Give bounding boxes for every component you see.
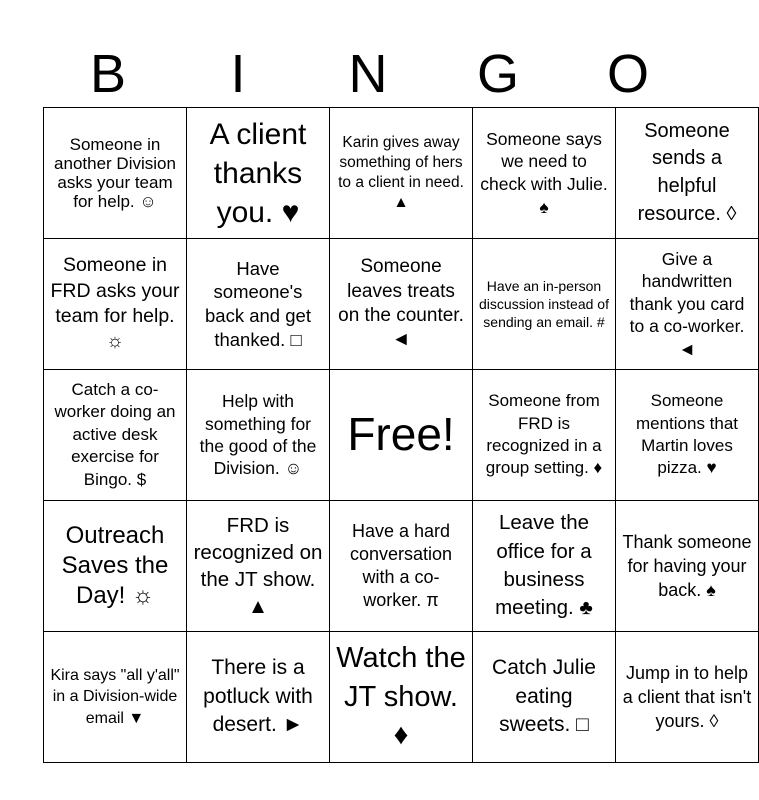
cell-text: Someone in FRD asks your team for help. ☼ — [50, 254, 180, 353]
cell-text: Catch Julie eating sweets. □ — [492, 655, 596, 737]
cell-text: There is a potluck with desert. ► — [203, 655, 313, 737]
bingo-cell[interactable] — [187, 632, 330, 763]
board-row — [44, 239, 759, 370]
cell-text: Help with something for the good of the Division. ☺ — [199, 391, 317, 479]
bingo-cell[interactable] — [473, 239, 616, 370]
board-row — [44, 632, 759, 763]
cell-text: Have a hard conversation with a co-worker. π — [349, 520, 453, 611]
cell-text: Someone says we need to check with Julie. ♠ — [480, 128, 608, 217]
cell-text: FRD is recognized on the JT show. ▲ — [193, 513, 323, 619]
board-row — [44, 108, 759, 239]
bingo-cell[interactable] — [44, 501, 187, 632]
bingo-cell[interactable] — [473, 632, 616, 763]
bingo-cell[interactable] — [187, 501, 330, 632]
bingo-cell[interactable] — [616, 370, 759, 501]
cell-text: Have an in-person discussion instead of sending an email. # — [479, 277, 609, 331]
bingo-cell[interactable] — [473, 108, 616, 239]
cell-text: Outreach Saves the Day! ☼ — [61, 522, 169, 609]
bingo-cell[interactable] — [330, 108, 473, 239]
cell-text: Free! — [347, 408, 455, 461]
cell-text: A client thanks you. ♥ — [209, 117, 307, 229]
bingo-cell[interactable] — [330, 239, 473, 370]
header-letter-g: G — [476, 44, 519, 104]
header-letter-n: N — [348, 44, 388, 104]
cell-text: Leave the office for a business meeting. ♣ — [495, 511, 593, 620]
cell-text: Someone from FRD is recognized in a group setting. ♦ — [485, 391, 603, 478]
bingo-header — [43, 42, 693, 106]
bingo-cell[interactable] — [44, 632, 187, 763]
header-letter-o: O — [606, 44, 649, 104]
bingo-cell[interactable] — [44, 239, 187, 370]
bingo-cell[interactable] — [330, 632, 473, 763]
bingo-cell[interactable] — [616, 239, 759, 370]
bingo-cell[interactable] — [187, 370, 330, 501]
cell-text: Kira says "all y'all" in a Division-wide email ▼ — [50, 666, 180, 727]
bingo-cell[interactable] — [187, 239, 330, 370]
bingo-cell[interactable] — [473, 370, 616, 501]
board-row — [44, 501, 759, 632]
cell-text: Catch a co-worker doing an active desk exercise for Bingo. $ — [54, 379, 176, 489]
bingo-cell[interactable] — [187, 108, 330, 239]
bingo-cell[interactable] — [44, 108, 187, 239]
cell-text: Someone leaves treats on the counter. ◄ — [338, 256, 464, 351]
cell-text: Have someone's back and get thanked. □ — [205, 257, 311, 350]
cell-text: Watch the JT show. ♦ — [336, 642, 466, 752]
bingo-cell[interactable] — [616, 501, 759, 632]
cell-text: Jump in to help a client that isn't yours. ◊ — [622, 662, 752, 732]
bingo-cell[interactable] — [616, 108, 759, 239]
cell-text: Karin gives away something of hers to a client in need. ▲ — [338, 133, 464, 212]
cell-text: Someone sends a helpful resource. ◊ — [637, 119, 737, 225]
free-space[interactable] — [330, 370, 473, 501]
header-letter-i: I — [230, 44, 246, 104]
cell-text: Give a handwritten thank you card to a co-worker. ◄ — [629, 249, 745, 359]
board-row — [44, 370, 759, 501]
bingo-cell[interactable] — [330, 501, 473, 632]
bingo-cell[interactable] — [616, 632, 759, 763]
cell-text: Thank someone for having your back. ♠ — [622, 531, 752, 601]
bingo-board — [43, 107, 759, 763]
cell-text: Someone mentions that Martin loves pizza. ♥ — [635, 391, 739, 478]
bingo-cell[interactable] — [473, 501, 616, 632]
cell-text: Someone in another Division asks your team for help. ☺ — [54, 134, 176, 212]
header-letter-b: B — [89, 44, 127, 104]
bingo-cell[interactable] — [44, 370, 187, 501]
